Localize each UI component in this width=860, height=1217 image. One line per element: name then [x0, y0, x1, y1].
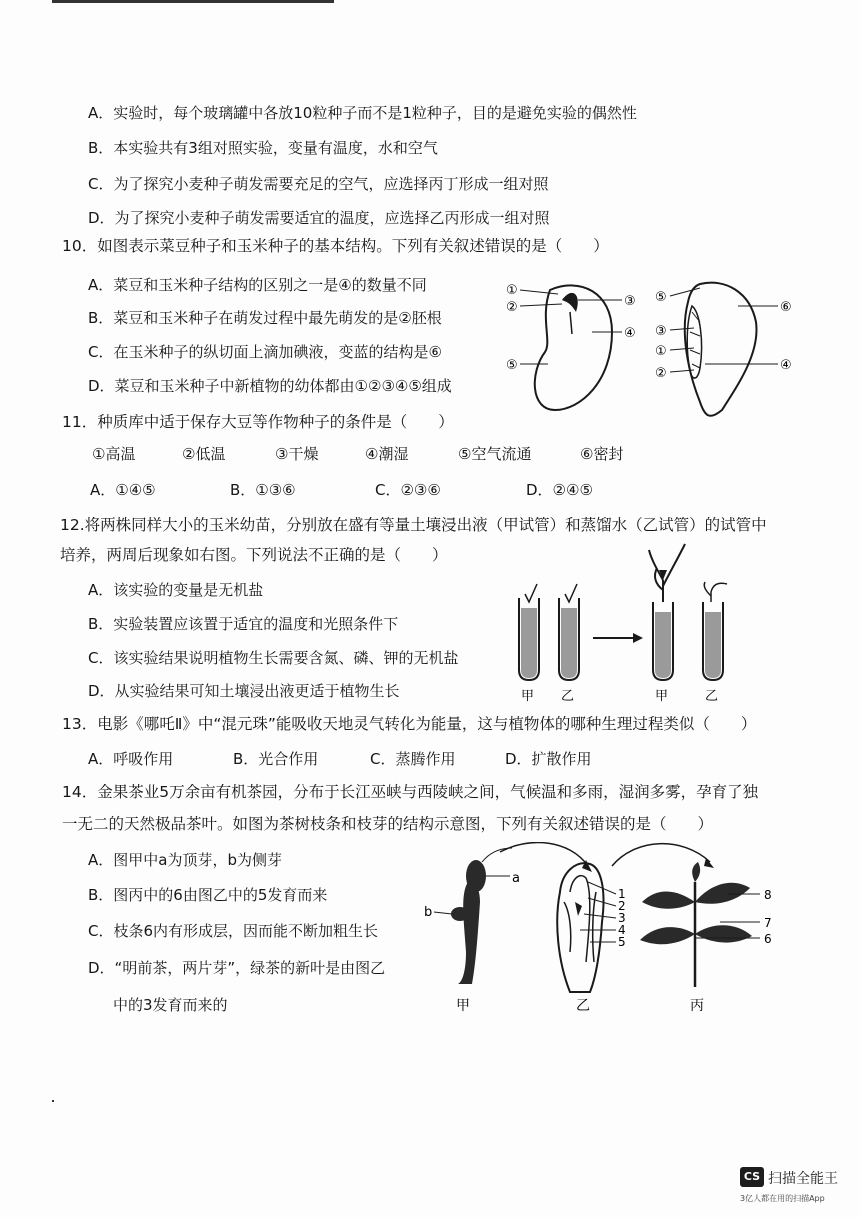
q9-option-c: C．为了探究小麦种子萌发需要充足的空气，应选择丙丁形成一组对照: [88, 175, 549, 193]
bean-label-5: ⑤: [506, 358, 518, 373]
q14-stem-line1: 14．金果茶业5万余亩有机茶园，分布于长江巫峡与西陵峡之间，气候温和多雨，湿润多雾，孕育了独: [62, 783, 759, 801]
q14-option-b: B．图丙中的6由图乙中的5发育而来: [88, 886, 328, 904]
top-rule: [52, 0, 334, 3]
q14-option-c: C．枝条6内有形成层，因而能不断加粗生长: [88, 922, 379, 940]
scan-speck: [52, 1100, 54, 1102]
bean-label-4: ④: [624, 326, 636, 341]
fig-label-a: a: [512, 871, 520, 886]
q11-condition-1: ①高温: [92, 445, 136, 463]
yi-label-5: 5: [618, 935, 626, 949]
bean-label-1: ①: [506, 283, 518, 298]
tube-label-jia-before: 甲: [521, 689, 535, 704]
q13-stem: 13．电影《哪吒Ⅱ》中“混元珠”能吸收天地灵气转化为能量，这与植物体的哪种生理过程类似（ ）: [62, 715, 757, 733]
q12-stem-line2: 培养，两周后现象如右图。下列说法不正确的是（ ）: [60, 546, 448, 564]
q13-option-d: D．扩散作用: [505, 750, 592, 768]
corn-label-2: ②: [655, 366, 667, 381]
test-tube-figure: [505, 540, 745, 710]
panel-label-yi: 乙: [576, 998, 590, 1014]
q14-option-d: D．“明前茶，两片芽”，绿茶的新叶是由图乙: [88, 959, 386, 977]
q11-condition-6: ⑥密封: [580, 445, 624, 463]
scanner-logo-tagline: 3亿人都在用的扫描App: [740, 1194, 825, 1203]
scanner-logo-badge: CS: [740, 1167, 764, 1187]
corn-label-5: ⑤: [655, 290, 667, 305]
q12-option-c: C．该实验结果说明植物生长需要含氮、磷、钾的无机盐: [88, 649, 459, 667]
q11-option-a: A．①④⑤: [90, 481, 156, 499]
corn-label-1: ①: [655, 344, 667, 359]
q14-option-d-continued: 中的3发育而来的: [113, 996, 228, 1014]
q13-option-c: C．蒸腾作用: [370, 750, 456, 768]
tea-branch-figure: [420, 842, 800, 1022]
q9-option-a: A．实验时，每个玻璃罐中各放10粒种子而不是1粒种子，目的是避免实验的偶然性: [88, 104, 637, 122]
bean-label-2: ②: [506, 300, 518, 315]
q9-option-b: B．本实验共有3组对照实验，变量有温度，水和空气: [88, 139, 438, 157]
corn-label-4: ④: [780, 358, 792, 373]
q11-stem: 11．种质库中适于保存大豆等作物种子的条件是（ ）: [62, 413, 454, 431]
q10-stem: 10．如图表示菜豆种子和玉米种子的基本结构。下列有关叙述错误的是（ ）: [62, 237, 609, 255]
bing-label-7: 7: [764, 916, 772, 930]
tube-label-yi-after: 乙: [705, 689, 719, 704]
q9-option-d: D．为了探究小麦种子萌发需要适宜的温度，应选择乙丙形成一组对照: [88, 209, 550, 227]
q13-option-b: B．光合作用: [233, 750, 319, 768]
q10-option-a: A．菜豆和玉米种子结构的区别之一是④的数量不同: [88, 276, 427, 294]
q11-condition-2: ②低温: [182, 445, 226, 463]
q10-option-c: C．在玉米种子的纵切面上滴加碘液，变蓝的结构是⑥: [88, 343, 442, 361]
q11-condition-3: ③干燥: [275, 445, 319, 463]
bing-label-6: 6: [764, 932, 772, 946]
fig-label-b: b: [424, 905, 433, 920]
bing-label-8: 8: [764, 888, 772, 902]
q11-option-d: D．②④⑤: [526, 481, 593, 499]
q12-option-a: A．该实验的变量是无机盐: [88, 581, 264, 599]
q10-option-d: D．菜豆和玉米种子中新植物的幼体都由①②③④⑤组成: [88, 377, 452, 395]
tube-label-jia-after: 甲: [655, 689, 669, 704]
tube-label-yi-before: 乙: [561, 689, 575, 704]
panel-label-jia: 甲: [456, 998, 470, 1014]
q11-option-b: B．①③⑥: [230, 481, 296, 499]
corn-label-3: ③: [655, 324, 667, 339]
yi-label-3: 3: [618, 911, 626, 925]
q11-condition-5: ⑤空气流通: [458, 445, 532, 463]
q14-option-a: A．图甲中a为顶芽，b为侧芽: [88, 851, 282, 869]
yi-label-2: 2: [618, 899, 626, 913]
q12-option-b: B．实验装置应该置于适宜的温度和光照条件下: [88, 615, 399, 633]
q12-option-d: D．从实验结果可知土壤浸出液更适于植物生长: [88, 682, 400, 700]
q12-stem-line1: 12.将两株同样大小的玉米幼苗，分别放在盛有等量土壤浸出液（甲试管）和蒸馏水（乙试管）的试管中: [60, 516, 767, 534]
seed-structure-figure: [500, 272, 810, 422]
q10-option-b: B．菜豆和玉米种子在萌发过程中最先萌发的是②胚根: [88, 309, 442, 327]
q11-condition-4: ④潮湿: [365, 445, 409, 463]
scanner-watermark: [740, 1167, 850, 1209]
q13-option-a: A．呼吸作用: [88, 750, 174, 768]
yi-label-1: 1: [618, 887, 626, 901]
yi-label-4: 4: [618, 923, 626, 937]
corn-label-6: ⑥: [780, 300, 792, 315]
bean-label-3: ③: [624, 294, 636, 309]
scanner-logo-name: 扫描全能王: [768, 1171, 838, 1187]
q11-option-c: C．②③⑥: [375, 481, 441, 499]
panel-label-bing: 丙: [690, 998, 704, 1014]
q14-stem-line2: 一无二的天然极品茶叶。如图为茶树枝条和枝芽的结构示意图，下列有关叙述错误的是（ ）: [62, 815, 714, 833]
